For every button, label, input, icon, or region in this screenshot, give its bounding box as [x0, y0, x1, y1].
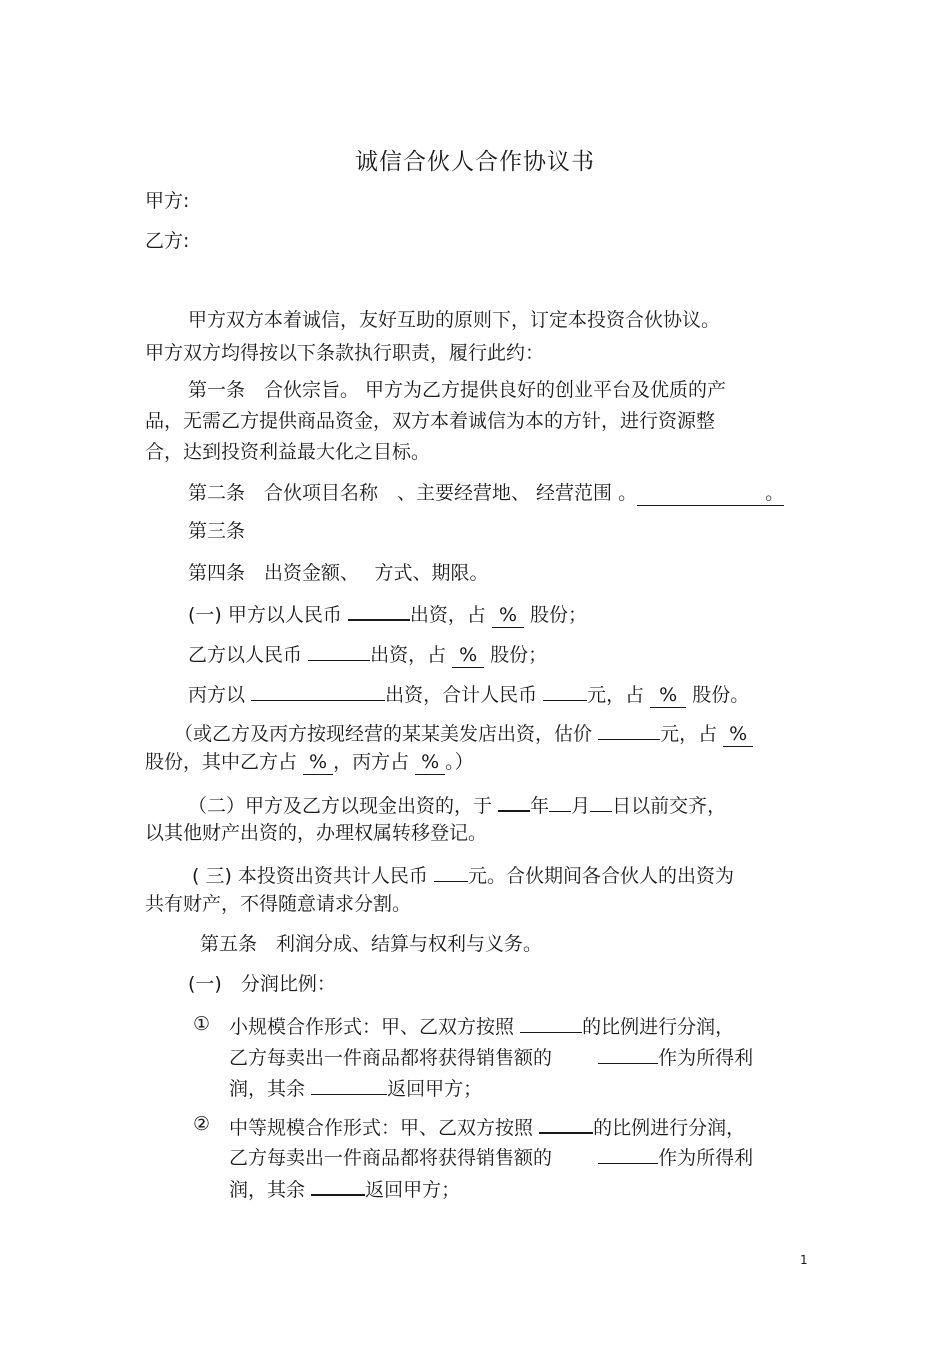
item1-line-3	[229, 1074, 482, 1101]
article4-party-b-line	[188, 640, 547, 668]
article2-blank	[637, 481, 765, 506]
party-c-shares-label: 股份。	[692, 684, 750, 706]
article4-party-a-line	[188, 599, 587, 628]
document-title: 诚信合伙人合作协议书	[355, 149, 595, 175]
article5-heading: 第五条 利润分成、结算与权利与义务。	[200, 933, 543, 955]
item2-remainder-blank	[311, 1174, 365, 1196]
item2-line1-text: 中等规模合作形式：甲、乙双方按照	[229, 1117, 534, 1139]
article3-line: 第三条	[188, 520, 246, 542]
article4-cash-line-2: 以其他财产出资的，办理权属转移登记。	[145, 822, 488, 844]
party-b-split-blank: %	[303, 750, 333, 775]
item1-marker: ①	[193, 1013, 211, 1035]
party-a-percent-blank: %	[492, 603, 524, 628]
item2-line2-end: 作为所得利	[658, 1147, 754, 1169]
item1-share-blank	[598, 1043, 658, 1064]
party-b-capital-label: 乙方以人民币	[188, 644, 303, 666]
item2-line2-text: 乙方每卖出一件商品都将获得销售额的	[229, 1147, 553, 1169]
party-b-amount-blank	[308, 640, 370, 661]
party-a-shares-label: 股份；	[530, 604, 588, 626]
item2-line3-text: 润，其余	[229, 1179, 306, 1201]
item2-line3-end: 返回甲方；	[365, 1179, 461, 1201]
article4-party-c-line	[188, 680, 749, 708]
item2-share-blank	[598, 1143, 658, 1164]
item2-ratio-blank	[539, 1112, 593, 1134]
item1-line1-end: 的比例进行分润，	[582, 1016, 735, 1038]
article4-alt-line-1	[174, 719, 753, 747]
cash-line1-text: （二）甲方及乙方以现金出资的，于	[188, 795, 493, 817]
day-blank	[590, 791, 612, 812]
party-a-label: 甲方:	[145, 190, 190, 212]
article2-text: 第二条 合伙项目名称 、主要经营地、 经营范围 。	[188, 482, 638, 504]
party-b-label: 乙方:	[145, 230, 190, 252]
alt-line1-yuan: 元，占	[660, 723, 718, 745]
party-b-capital-mid: 出资，占	[370, 644, 447, 666]
article1-line-3: 合，达到投资利益最大化之目标。	[145, 441, 431, 463]
alt-line2-text: 股份，其中乙方占	[145, 751, 298, 773]
party-a-capital-label: (一) 甲方以人民币	[188, 604, 342, 626]
page-number: 1	[800, 1253, 808, 1267]
total-line1-end: 元。合伙期间各合伙人的出资为	[467, 865, 734, 887]
month-blank	[549, 791, 571, 812]
party-a-amount-blank	[348, 599, 410, 621]
party-c-percent-blank: %	[650, 683, 686, 708]
item2-line-2	[229, 1143, 753, 1170]
article5-sub1: (一) 分润比例：	[188, 973, 336, 995]
item1-line1-text: 小规模合作形式：甲、乙双方按照	[229, 1016, 515, 1038]
item1-line3-text: 润，其余	[229, 1078, 306, 1100]
article4-alt-line-2	[145, 750, 474, 775]
month-label: 月	[571, 795, 591, 817]
total-yuan-label: 元，占	[587, 684, 645, 706]
alt-line2-mid: ，丙方占	[333, 751, 410, 773]
party-b-percent-blank: %	[452, 643, 484, 668]
year-label: 年	[530, 795, 550, 817]
item1-line2-end: 作为所得利	[658, 1047, 754, 1069]
alt-line1-text: （或乙方及丙方按现经营的某某美发店出资，估价	[174, 723, 593, 745]
party-c-capital-label: 丙方以	[188, 684, 246, 706]
year-blank	[498, 790, 530, 812]
total-line1-text: ( 三) 本投资出资共计人民币	[192, 865, 428, 887]
item1-line-2	[229, 1043, 753, 1070]
item2-line-3	[229, 1174, 460, 1202]
party-a-capital-mid: 出资，占	[409, 604, 486, 626]
article4-total-line-1	[192, 861, 734, 888]
total-investment-blank	[434, 861, 468, 882]
intro-line-1: 甲方双方本着诚信，友好互助的原则下，订定本投资合伙协议。	[188, 309, 721, 331]
article4-heading: 第四条 出资金额、 方式、期限。	[188, 562, 489, 584]
article2-line	[188, 481, 784, 506]
party-c-capital-mid: 出资，合计人民币	[385, 684, 538, 706]
article4-cash-line-1	[188, 790, 726, 818]
item2-line1-end: 的比例进行分润，	[593, 1117, 746, 1139]
item1-remainder-blank	[311, 1074, 387, 1095]
item2-line-1	[229, 1112, 745, 1140]
valuation-blank	[598, 719, 660, 740]
total-amount-blank	[543, 680, 587, 701]
day-label: 日以前交齐，	[612, 795, 727, 817]
item1-line3-end: 返回甲方；	[387, 1078, 483, 1100]
article1-line-2: 品，无需乙方提供商品资金，双方本着诚信为本的方针，进行资源整	[145, 410, 716, 432]
article4-total-line-2: 共有财产，不得随意请求分割。	[145, 893, 412, 915]
intro-line-2: 甲方双方均得按以下条款执行职责，履行此约：	[145, 342, 545, 364]
party-b-shares-label: 股份；	[490, 644, 548, 666]
item1-line-1	[229, 1012, 734, 1039]
party-c-split-blank: %	[415, 750, 445, 775]
item2-marker: ②	[193, 1113, 211, 1135]
item1-line2-text: 乙方每卖出一件商品都将获得销售额的	[229, 1047, 553, 1069]
alt-line2-end: 。）	[445, 751, 474, 773]
party-c-amount-blank	[251, 680, 385, 701]
article2-end: 。	[765, 482, 785, 504]
alt-percent-blank: %	[723, 722, 753, 747]
article1-line-1: 第一条 合伙宗旨。 甲方为乙方提供良好的创业平台及优质的产	[188, 379, 727, 401]
item1-ratio-blank	[520, 1012, 582, 1033]
